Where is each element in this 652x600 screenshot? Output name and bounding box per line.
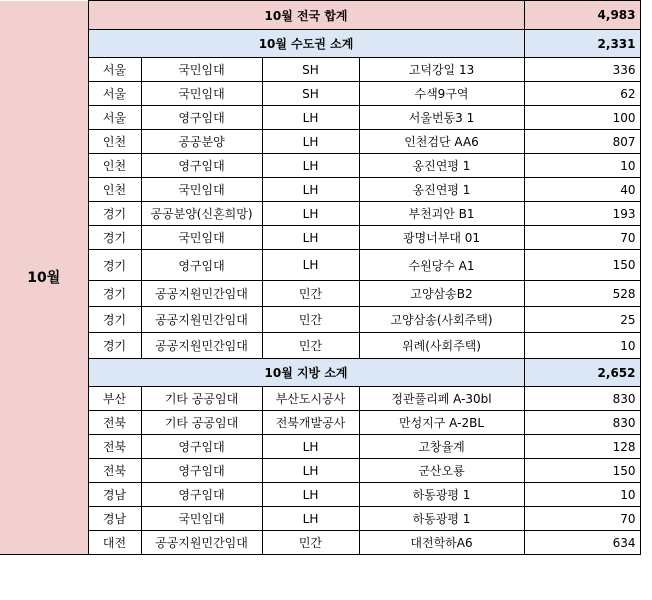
cell-agency: LH xyxy=(262,106,359,130)
cell-agency: 민간 xyxy=(262,531,359,555)
cell-type: 국민임대 xyxy=(141,178,262,202)
cell-region: 서울 xyxy=(88,58,141,82)
cell-agency: LH xyxy=(262,202,359,226)
regional-subtotal-value: 2,652 xyxy=(524,359,640,387)
cell-type: 영구임대 xyxy=(141,106,262,130)
table-row xyxy=(0,483,640,507)
cell-type: 국민임대 xyxy=(141,82,262,106)
cell-units: 807 xyxy=(524,130,640,154)
cell-region: 서울 xyxy=(88,106,141,130)
cell-units: 634 xyxy=(524,531,640,555)
cell-site: 인천검단 AA6 xyxy=(359,130,524,154)
table-row xyxy=(0,435,640,459)
cell-agency: SH xyxy=(262,82,359,106)
table-row xyxy=(0,154,640,178)
cell-units: 10 xyxy=(524,483,640,507)
cell-site: 서울번동3 1 xyxy=(359,106,524,130)
cell-site: 옹진연평 1 xyxy=(359,154,524,178)
cell-site: 군산오룡 xyxy=(359,459,524,483)
table-row xyxy=(0,507,640,531)
cell-agency: LH xyxy=(262,507,359,531)
cell-agency: LH xyxy=(262,250,359,281)
cell-type: 공공분양(신혼희망) xyxy=(141,202,262,226)
cell-units: 150 xyxy=(524,250,640,281)
total-label: 10월 전국 합계 xyxy=(88,1,524,30)
table-row xyxy=(0,202,640,226)
cell-site: 옹진연평 1 xyxy=(359,178,524,202)
cell-region: 경기 xyxy=(88,250,141,281)
cell-units: 336 xyxy=(524,58,640,82)
cell-type: 국민임대 xyxy=(141,226,262,250)
cell-type: 영구임대 xyxy=(141,250,262,281)
cell-site: 고덕강일 13 xyxy=(359,58,524,82)
capital-subtotal-row xyxy=(0,30,640,58)
cell-region: 인천 xyxy=(88,178,141,202)
cell-agency: LH xyxy=(262,178,359,202)
cell-units: 100 xyxy=(524,106,640,130)
capital-subtotal-label: 10월 수도권 소계 xyxy=(88,30,524,58)
cell-region: 경기 xyxy=(88,226,141,250)
capital-subtotal-value: 2,331 xyxy=(524,30,640,58)
table-row xyxy=(0,250,640,281)
cell-region: 대전 xyxy=(88,531,141,555)
cell-agency: SH xyxy=(262,58,359,82)
cell-type: 공공지원민간임대 xyxy=(141,281,262,307)
cell-units: 62 xyxy=(524,82,640,106)
table-row xyxy=(0,411,640,435)
cell-agency: LH xyxy=(262,435,359,459)
cell-site: 수원당수 A1 xyxy=(359,250,524,281)
cell-region: 전북 xyxy=(88,411,141,435)
table-row xyxy=(0,281,640,307)
total-value: 4,983 xyxy=(524,1,640,30)
table-row xyxy=(0,307,640,333)
cell-site: 부천괴안 B1 xyxy=(359,202,524,226)
cell-units: 193 xyxy=(524,202,640,226)
cell-type: 공공지원민간임대 xyxy=(141,333,262,359)
cell-type: 영구임대 xyxy=(141,483,262,507)
table-row xyxy=(0,130,640,154)
table-row xyxy=(0,58,640,82)
table-row xyxy=(0,531,640,555)
cell-site: 하동광평 1 xyxy=(359,483,524,507)
cell-site: 고양삼송(사회주택) xyxy=(359,307,524,333)
cell-region: 서울 xyxy=(88,82,141,106)
regional-subtotal-row xyxy=(0,359,640,387)
cell-type: 영구임대 xyxy=(141,435,262,459)
cell-agency: 부산도시공사 xyxy=(262,387,359,411)
cell-units: 25 xyxy=(524,307,640,333)
cell-type: 기타 공공임대 xyxy=(141,411,262,435)
cell-units: 150 xyxy=(524,459,640,483)
cell-type: 국민임대 xyxy=(141,507,262,531)
cell-type: 영구임대 xyxy=(141,459,262,483)
cell-type: 공공분양 xyxy=(141,130,262,154)
cell-region: 경기 xyxy=(88,307,141,333)
table-row xyxy=(0,333,640,359)
cell-type: 기타 공공임대 xyxy=(141,387,262,411)
cell-agency: LH xyxy=(262,483,359,507)
cell-site: 고양삼송B2 xyxy=(359,281,524,307)
month-cell: 10월 xyxy=(0,1,88,555)
cell-region: 부산 xyxy=(88,387,141,411)
cell-region: 전북 xyxy=(88,435,141,459)
cell-agency: 민간 xyxy=(262,281,359,307)
table-row xyxy=(0,226,640,250)
cell-units: 10 xyxy=(524,333,640,359)
cell-site: 위례(사회주택) xyxy=(359,333,524,359)
cell-type: 공공지원민간임대 xyxy=(141,531,262,555)
cell-site: 하동광평 1 xyxy=(359,507,524,531)
cell-units: 830 xyxy=(524,411,640,435)
cell-units: 830 xyxy=(524,387,640,411)
table-row xyxy=(0,387,640,411)
cell-agency: LH xyxy=(262,459,359,483)
cell-region: 경기 xyxy=(88,202,141,226)
table-row xyxy=(0,106,640,130)
cell-units: 40 xyxy=(524,178,640,202)
cell-units: 128 xyxy=(524,435,640,459)
cell-region: 경기 xyxy=(88,281,141,307)
cell-site: 대전학하A6 xyxy=(359,531,524,555)
regional-subtotal-label: 10월 지방 소계 xyxy=(88,359,524,387)
cell-region: 경남 xyxy=(88,483,141,507)
cell-site: 정관풀리페 A-30bl xyxy=(359,387,524,411)
cell-region: 인천 xyxy=(88,154,141,178)
cell-agency: 민간 xyxy=(262,333,359,359)
cell-agency: LH xyxy=(262,226,359,250)
cell-type: 공공지원민간임대 xyxy=(141,307,262,333)
cell-units: 70 xyxy=(524,226,640,250)
cell-site: 광명너부대 01 xyxy=(359,226,524,250)
cell-units: 10 xyxy=(524,154,640,178)
cell-agency: 전북개발공사 xyxy=(262,411,359,435)
cell-region: 경기 xyxy=(88,333,141,359)
cell-site: 수색9구역 xyxy=(359,82,524,106)
table-row xyxy=(0,178,640,202)
table-row xyxy=(0,82,640,106)
cell-region: 전북 xyxy=(88,459,141,483)
cell-type: 국민임대 xyxy=(141,58,262,82)
cell-units: 70 xyxy=(524,507,640,531)
cell-agency: 민간 xyxy=(262,307,359,333)
cell-region: 경남 xyxy=(88,507,141,531)
cell-site: 고창율계 xyxy=(359,435,524,459)
table-body xyxy=(0,1,640,555)
cell-agency: LH xyxy=(262,154,359,178)
total-row xyxy=(0,1,640,30)
cell-agency: LH xyxy=(262,130,359,154)
cell-region: 인천 xyxy=(88,130,141,154)
cell-type: 영구임대 xyxy=(141,154,262,178)
table-row xyxy=(0,459,640,483)
cell-units: 528 xyxy=(524,281,640,307)
cell-site: 만성지구 A-2BL xyxy=(359,411,524,435)
